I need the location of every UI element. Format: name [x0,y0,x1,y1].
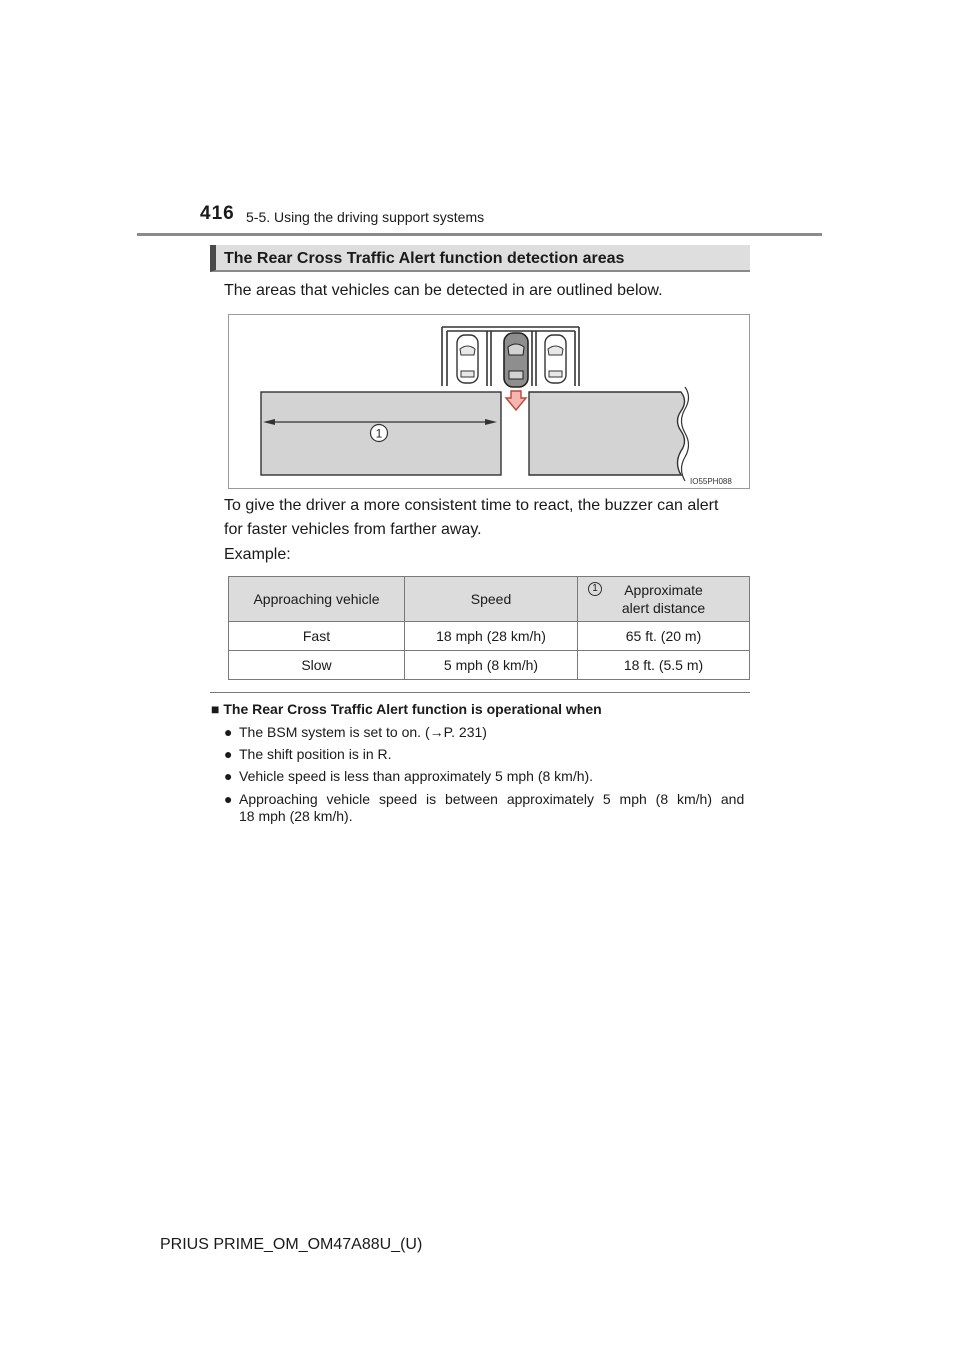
cell-vehicle: Fast [229,622,405,651]
detection-area-diagram [229,315,749,488]
note-divider [210,692,750,693]
callout-1 [371,425,388,442]
footer-doc-id: PRIUS PRIME_OM_OM47A88U_(U) [160,1236,423,1253]
header-callout: 1 [588,582,602,596]
cell-speed: 18 mph (28 km/h) [405,622,578,651]
note-bullet [224,767,750,786]
reverse-direction-arrow-icon [506,391,526,410]
table-header-row [229,577,750,622]
example-label: Example: [224,546,291,563]
bullet-dot: ● [224,746,233,762]
bullet-text: Vehicle speed is less than approximately 5 mph (8 km/h). [239,768,594,784]
header-divider [137,233,822,236]
callout-number: 1 [375,426,383,441]
header-alert-distance-wrap [578,581,749,617]
cell-distance: 18 ft. (5.5 m) [578,651,750,680]
section-title: The Rear Cross Traffic Alert function detection areas [224,250,625,267]
header-speed: Speed [405,577,578,622]
note-marker: ■ [211,701,220,717]
reversing-car-icon [504,333,528,387]
note-heading [211,701,602,717]
header-approaching-vehicle: Approaching vehicle [229,577,405,622]
section-intro: The areas that vehicles can be detected in are outlined below. [224,282,663,299]
bullet-text: The BSM system is set to on. (→P. 231) [239,724,487,740]
note-bullet [224,745,750,764]
parked-car-left-icon [457,335,478,383]
detection-area-right [529,392,685,475]
bullet-dot: ● [224,768,233,784]
detection-area-figure [228,314,750,489]
cell-distance: 65 ft. (20 m) [578,622,750,651]
bullet-dot: ● [224,791,233,807]
table-row [229,622,750,651]
bullet-continuation: 18 mph (28 km/h). [239,808,353,824]
page-number: 416 [200,203,235,224]
chapter-title: 5-5. Using the driving support systems [246,209,485,225]
header-alert-distance [578,577,750,622]
header-alert-line-1: Approximate [624,582,703,598]
parked-car-right-icon [545,335,566,383]
table-row [229,651,750,680]
cell-vehicle: Slow [229,651,405,680]
bullet-text: Approaching vehicle speed is between approximately 5 mph (8 km/h) and [239,791,745,807]
cell-speed: 5 mph (8 km/h) [405,651,578,680]
paragraph-line-2: for faster vehicles from farther away. [224,521,482,538]
header-alert-line-2: alert distance [621,600,706,616]
alert-distance-table [228,576,750,680]
paragraph-line-1: To give the driver a more consistent time to react, the buzzer can alert [224,497,719,514]
figure-id: IO55PH088 [690,477,732,486]
bullet-dot: ● [224,724,233,740]
bullet-text: The shift position is in R. [239,746,392,762]
note-bullet [224,723,750,742]
note-title: The Rear Cross Traffic Alert function is operational when [223,701,602,717]
